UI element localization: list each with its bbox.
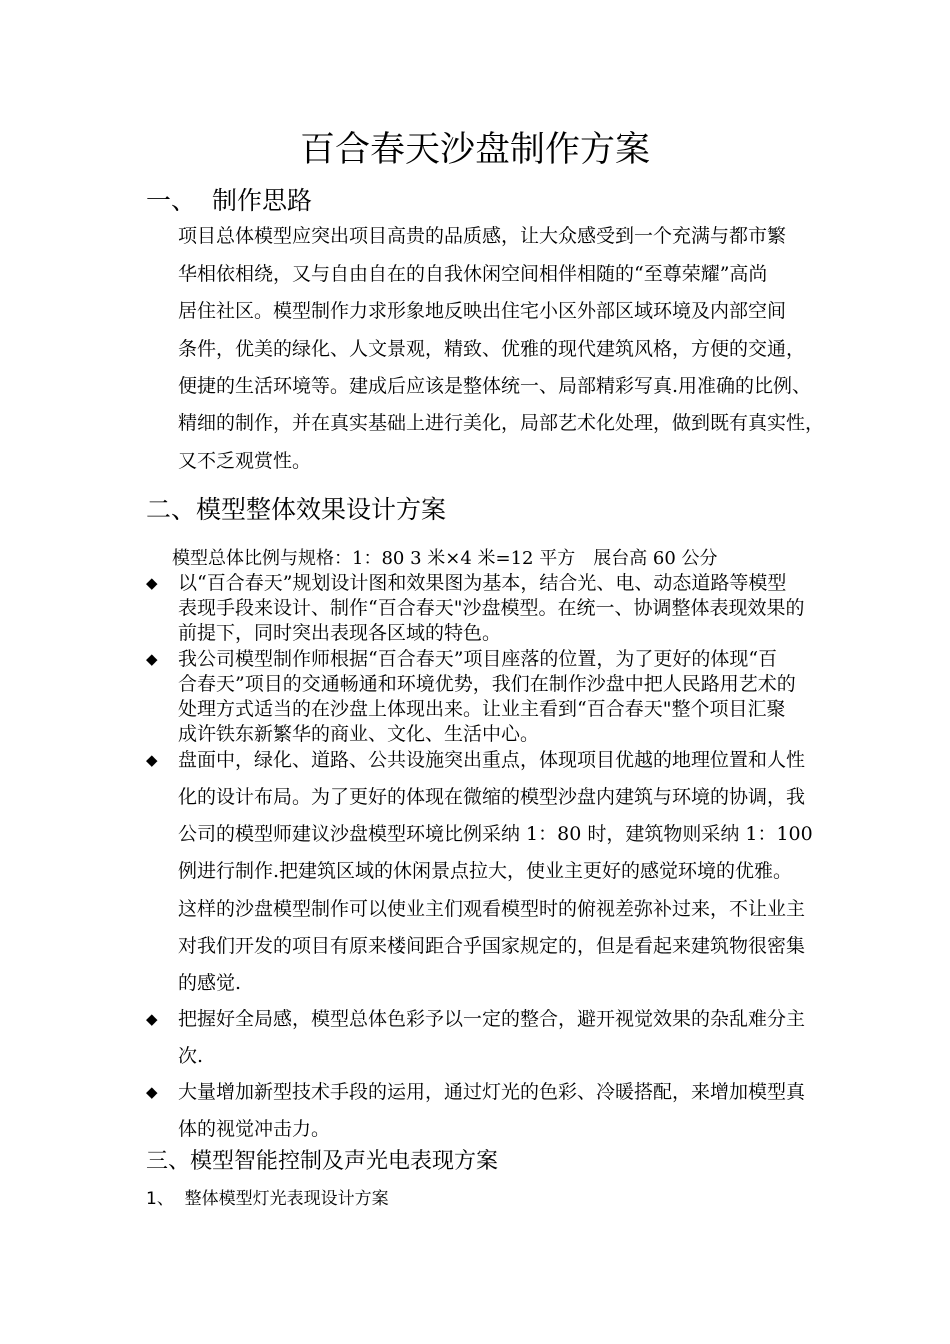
section-1-line: 条件，优美的绿化、人文景观，精致、优雅的现代建筑风格，方便的交通，	[178, 338, 806, 360]
bullet-2-line: 处理方式适当的在沙盘上体现出来。让业主看到“百合春天"整个项目汇聚	[178, 698, 786, 720]
bullet-3-line: 这样的沙盘模型制作可以使业主们观看模型时的俯视差弥补过来，不让业主	[178, 898, 806, 920]
section-1-line: 居住社区。模型制作力求形象地反映出住宅小区外部区域环境及内部空间	[178, 300, 787, 322]
bullet-3-line: 公司的模型师建议沙盘模型环境比例采纳 1：80 时，建筑物则采纳 1：100	[178, 823, 813, 845]
section-3-heading: 三、模型智能控制及声光电表现方案	[146, 1149, 499, 1174]
bullet-3-line: 的感觉.	[178, 972, 242, 994]
section-2-heading: 二、模型整体效果设计方案	[146, 495, 447, 524]
bullet-3-line: 例进行制作.把建筑区域的休闲景点拉大，使业主更好的感觉环境的优雅。	[178, 860, 793, 882]
bullet-1-line: 前提下，同时突出表现各区域的特色。	[178, 622, 502, 644]
bullet-4-line: 把握好全局感，模型总体色彩予以一定的整合，避开视觉效果的杂乱难分主	[178, 1008, 806, 1030]
scale-spec-line: 模型总体比例与规格：1：80 3 米×4 米=12 平方 展台高 60 公分	[172, 548, 718, 569]
section-1-heading	[146, 184, 312, 218]
bullet-3-line: 化的设计布局。为了更好的体现在微缩的模型沙盘内建筑与环境的协调，我	[178, 786, 806, 808]
bullet-3-line: 对我们开发的项目有原来楼间距合乎国家规定的，但是看起来建筑物很密集	[178, 935, 806, 957]
section-1-line: 华相依相绕，又与自由自在的自我休闲空间相伴相随的“至尊荣耀”高尚	[178, 263, 768, 285]
section-1-number: 一、	[146, 186, 197, 215]
section-1-line: 精细的制作，并在真实基础上进行美化，局部艺术化处理，做到既有真实性，	[178, 412, 825, 434]
diamond-bullet-icon: ◆	[146, 650, 158, 668]
section-1-line: 又不乏观赏性。	[178, 450, 312, 472]
diamond-bullet-icon: ◆	[146, 574, 158, 592]
bullet-1-line: 以“百合春天”规划设计图和效果图为基本，结合光、电、动态道路等模型	[178, 572, 787, 594]
bullet-5-line: 大量增加新型技术手段的运用，通过灯光的色彩、冷暖搭配，来增加模型真	[178, 1081, 806, 1103]
subsection-1-number: 1、	[146, 1189, 174, 1209]
bullet-2-line: 成许铁东新繁华的商业、文化、生活中心。	[178, 723, 540, 745]
subsection-1-title: 整体模型灯光表现设计方案	[184, 1189, 389, 1209]
section-1-line: 便捷的生活环境等。建成后应该是整体统一、局部精彩写真.用准确的比例、	[178, 375, 812, 397]
bullet-1-line: 表现手段来设计、制作“百合春天"沙盘模型。在统一、协调整体表现效果的	[178, 597, 805, 619]
section-1-title: 制作思路	[212, 186, 313, 215]
bullet-2-line: 我公司模型制作师根据“百合春天”项目座落的位置，为了更好的体现“百	[178, 648, 778, 670]
bullet-3-line: 盘面中，绿化、道路、公共设施突出重点，体现项目优越的地理位置和人性	[178, 749, 806, 771]
bullet-4-line: 次.	[178, 1045, 204, 1067]
section-1-line: 项目总体模型应突出项目高贵的品质感，让大众感受到一个充满与都市繁	[178, 225, 787, 247]
bullet-2-line: 合春天”项目的交通畅通和环境优势，我们在制作沙盘中把人民路用艺术的	[178, 673, 796, 695]
subsection-1-heading	[146, 1186, 389, 1212]
diamond-bullet-icon: ◆	[146, 1083, 158, 1101]
document-title: 百合春天沙盘制作方案	[299, 130, 650, 170]
diamond-bullet-icon: ◆	[146, 751, 158, 769]
bullet-5-line: 体的视觉冲击力。	[178, 1118, 331, 1140]
diamond-bullet-icon: ◆	[146, 1010, 158, 1028]
